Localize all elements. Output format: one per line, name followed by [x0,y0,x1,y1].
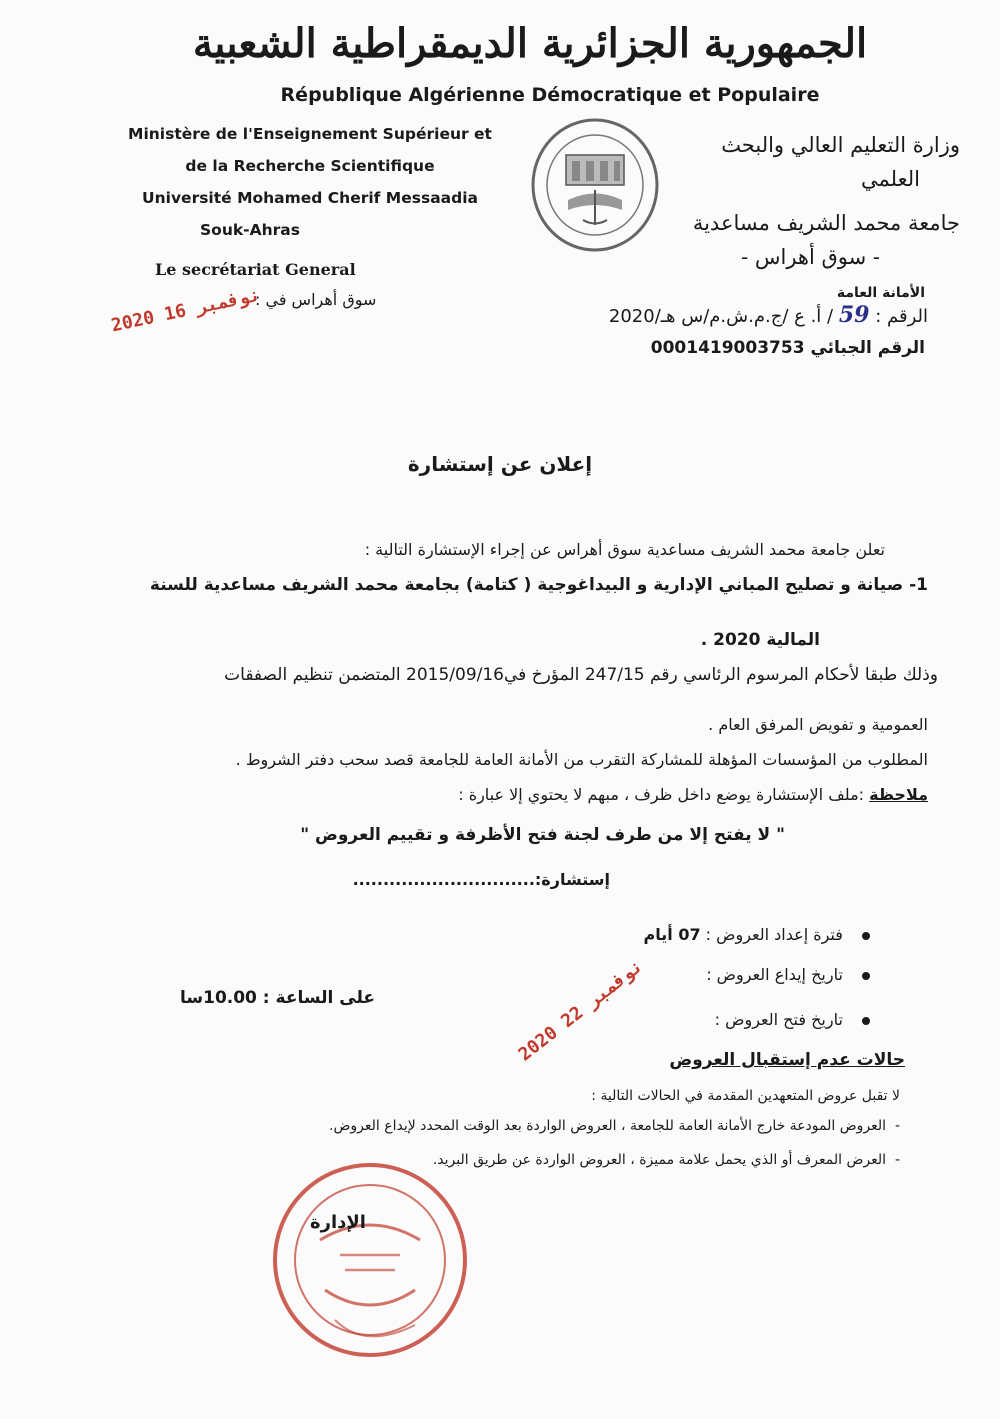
ministry-ar-line-1: وزارة التعليم العالي والبحث [721,133,960,157]
secretariat-general-fr: Le secrétariat General [155,260,356,279]
bullet-preparation-period [644,925,870,944]
bullet-1-label: فترة إعداد العروض : [705,925,843,944]
ministry-ar-line-2: العلمي [861,167,920,191]
item-1-line-a: 1- صيانة و تصليح المباني الإدارية و البيداغوجية ( كتامة) بجامعة محمد الشريف مساعدية للسنة [149,575,928,595]
ministry-line-1: Ministère de l'Enseignement Supérieur et [128,125,492,143]
administration-signature: الإدارة [310,1212,366,1233]
rejection-heading: حالات عدم إستقبال العروض [669,1050,905,1070]
rejection-item-1-text: العروض المودعة خارج الأمانة العامة للجامعة ، العروض الواردة بعد الوقت المحدد لإيداع العروض. [329,1118,887,1134]
reference-number [609,302,928,328]
document-title: إعلان عن إستشارة [407,452,593,476]
reference-handwritten-number: 59 [838,302,870,328]
bullet-icon [862,972,870,980]
bullet-deposit-date [706,965,870,984]
note-line [458,785,928,804]
university-ar-line: جامعة محمد الشريف مساعدية [692,211,960,235]
reference-suffix: / أ. ع /ج.م.ش.م/س هـ/2020 [608,306,834,327]
bullet-2-label: تاريخ إيداع العروض : [706,965,843,984]
legal-line-a: وذلك طبقا لأحكام المرسوم الرئاسي رقم 247/15 المؤرخ في2015/09/16 المتضمن تنظيم الصفقات [224,665,938,685]
university-line: Université Mohamed Cherif Messaadia [142,189,478,207]
opening-hour: على الساعة : 10.00سا [180,988,376,1008]
ministry-header-fr [110,118,510,246]
ministry-header-ar [630,128,960,274]
bullet-icon [862,932,870,940]
official-red-seal [265,1150,475,1380]
city-ar-line: - سوق أهراس - [741,245,880,269]
date-stamp: 2020 نوفمبر 16 [109,284,263,337]
bullet-3-label: تاريخ فتح العروض : [714,1010,843,1029]
rejection-item-2-text: العرض المعرف أو الذي يحمل علامة مميزة ، العروض الواردة عن طريق البريد. [432,1152,887,1168]
city-line: Souk-Ahras [200,221,300,239]
item-1-line-b: المالية 2020 . [700,630,820,650]
dash-icon: - [886,1118,900,1134]
republic-title-ar: الجمهورية الجزائرية الديمقراطية الشعبية [192,20,868,67]
bullet-icon [862,1017,870,1025]
envelope-quote: " لا يفتح إلا من طرف لجنة فتح الأظرفة و تقييم العروض " [300,825,785,845]
date-label: سوق أهراس في : [255,290,377,309]
general-secretariat-ar: الأمانة العامة [836,285,925,301]
note-text: :ملف الإستشارة يوضع داخل ظرف ، مبهم لا يحتوي إلا عبارة : [458,785,865,804]
consultation-line: إستشارة:.............................. [352,870,610,889]
required-line: المطلوب من المؤسسات المؤهلة للمشاركة التقرب من الأمانة العامة للجامعة قصد سحب دفتر الشروط . [235,750,928,769]
bullet-opening-date [715,1010,870,1029]
bullet-1-value: 07 أيام [643,925,701,944]
intro-line: تعلن جامعة محمد الشريف مساعدية سوق أهراس عن إجراء الإستشارة التالية : [364,540,885,559]
legal-line-b: العمومية و تفويض المرفق العام . [708,715,928,734]
ministry-line-2: de la Recherche Scientifique [185,157,435,175]
note-label: ملاحظة [869,785,928,804]
dash-icon: - [886,1152,900,1168]
tax-number-value: 0001419003753 [650,338,805,358]
tax-number [651,338,925,358]
rejection-item-2 [433,1152,900,1168]
republic-title-fr: République Algérienne Démocratique et Populaire [280,84,820,106]
rejection-intro: لا تقبل عروض المتعهدين المقدمة في الحالات التالية : [591,1088,900,1104]
rejection-item-1 [329,1118,900,1134]
deposit-date-stamp: 2020 نوفمبر 22 [514,955,648,1066]
reference-label: الرقم : [875,306,928,327]
tax-number-label: الرقم الجبائي [810,338,925,358]
